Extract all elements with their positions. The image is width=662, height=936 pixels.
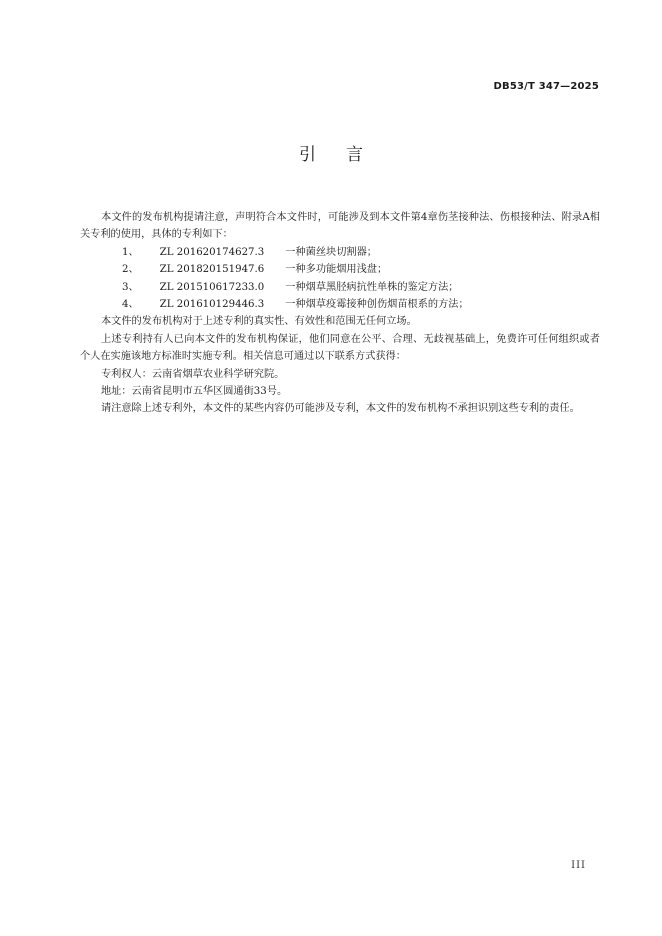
patent-id: ZL 201820151947.6: [159, 264, 265, 276]
patent-holder-line: 专利权人：云南省烟草农业科学研究院。: [101, 368, 285, 380]
notice-paragraph: 请注意除上述专利外，本文件的某些内容仍可能涉及专利，本文件的发布机构不承担识别这些专利的责任。: [101, 403, 580, 415]
patent-id: ZL 201610129446.3: [159, 299, 265, 311]
patent-name: 一种烟草黑胫病抗性单株的鉴定方法；: [285, 281, 459, 293]
patent-name: 一种多功能烟用浅盘；: [285, 264, 388, 276]
intro-paragraph: 本文件的发布机构提请注意，声明符合本文件时，可能涉及到本文件第4章伤茎接种法、伤根接种法、附录A相关专利的使用，具体的专利如下：: [80, 212, 600, 241]
patent-item: [80, 244, 600, 261]
patent-prefix: 2、: [122, 264, 139, 276]
patent-name: 一种菌丝块切割器；: [285, 246, 377, 258]
patent-item: [80, 261, 600, 278]
guarantee-paragraph: 上述专利持有人已向本文件的发布机构保证，他们同意在公平、合理、无歧视基础上，免费许可任何组织或者个人在实施该地方标准时实施专利。相关信息可通过以下联系方式获得：: [80, 333, 600, 363]
patent-id: ZL 201510617233.0: [159, 281, 265, 293]
page-number: III: [571, 860, 586, 871]
patent-prefix: 1、: [122, 246, 139, 258]
patent-id: ZL 201620174627.3: [159, 246, 265, 258]
page-title: 引言: [299, 145, 393, 165]
patent-prefix: 3、: [122, 281, 139, 293]
document-code: DB53/T 347—2025: [493, 81, 599, 92]
no-position-paragraph: 本文件的发布机构对于上述专利的真实性、有效性和范围无任何立场。: [101, 316, 417, 328]
patent-name: 一种烟草疫霉接种创伤烟苗根系的方法；: [285, 299, 469, 311]
address-line: 地址：云南省昆明市五华区圆通街33号。: [101, 386, 288, 398]
patent-prefix: 4、: [122, 299, 139, 311]
document-body: [80, 209, 600, 418]
patent-item: [80, 296, 600, 313]
patent-item: [80, 279, 600, 296]
